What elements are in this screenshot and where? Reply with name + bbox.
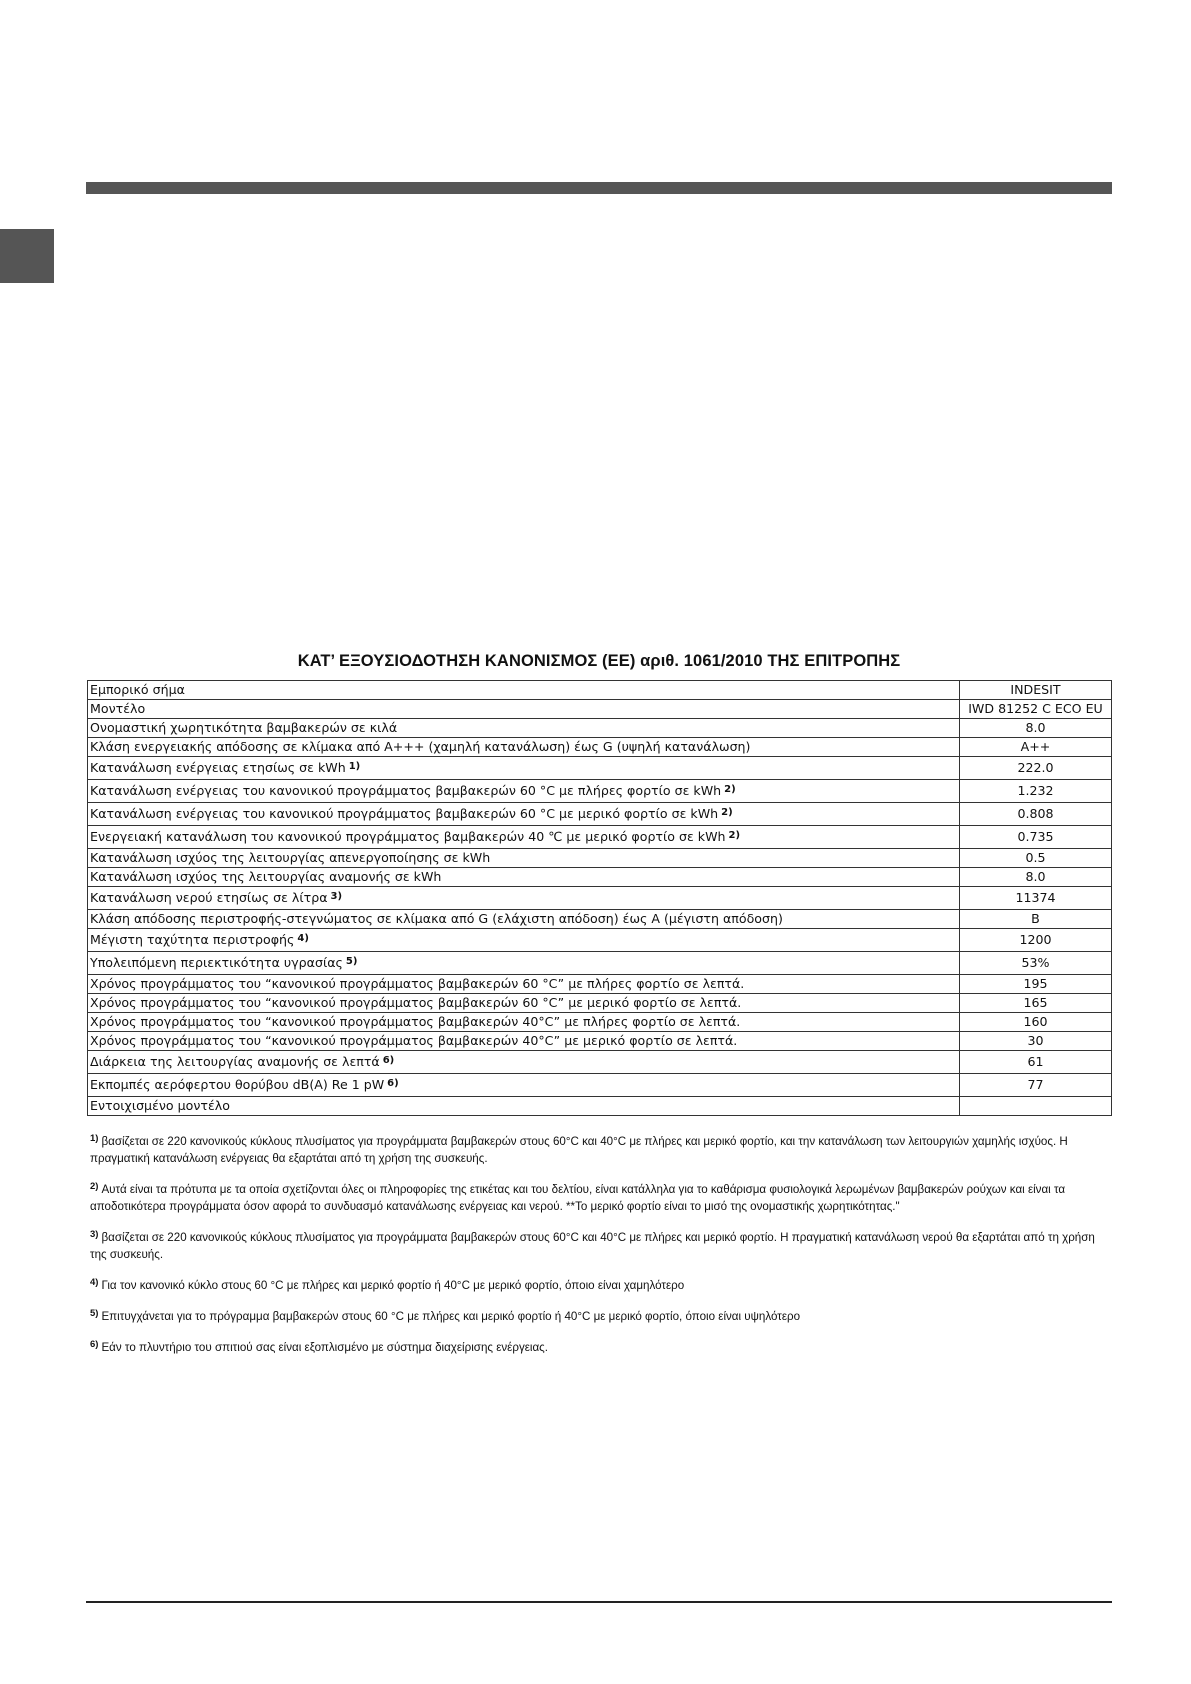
footnote-text: Για τον κανονικό κύκλο στους 60 °C με πλήρες και μερικό φορτίο ή 40°C με μερικό φορτίο, όποιο είναι χαμηλότερο bbox=[101, 1279, 685, 1292]
row-label bbox=[88, 738, 960, 757]
row-value: 1.232 bbox=[960, 780, 1112, 803]
table-row bbox=[88, 849, 1112, 868]
row-value: 0.808 bbox=[960, 803, 1112, 826]
row-label bbox=[88, 1097, 960, 1116]
row-label-text: Χρόνος προγράμματος του “κανονικού προγράμματος βαμβακερών 60 °C” με πλήρες φορτίο σε λεπτά. bbox=[90, 976, 745, 991]
table-row bbox=[88, 719, 1112, 738]
row-label-text: Κατανάλωση ισχύος της λειτουργίας απενεργοποίησης σε kWh bbox=[90, 850, 491, 865]
footnote-text: βασίζεται σε 220 κανονικούς κύκλους πλυσίματος για προγράμματα βαμβακερών στους 60°C και 40°C με πλήρες και μερικό φορτίο. Η πραγματική κατανάλωση νερού θα εξαρτάται από τη χρήση της συσκευής. bbox=[90, 1231, 1095, 1261]
table-row bbox=[88, 681, 1112, 700]
footnote-ref: 2) bbox=[728, 830, 741, 841]
footnote-ref: 5) bbox=[345, 956, 358, 967]
footnote-text: βασίζεται σε 220 κανονικούς κύκλους πλυσίματος για προγράμματα βαμβακερών στους 60°C και 40°C με πλήρες και μερικό φορτίο, και την κατανάλωση των λειτουργιών χαμηλής ισχύος. Η πραγματική κατανάλωση ενέργειας θα εξαρτάται από τη χρήση της συσκευής. bbox=[90, 1135, 1068, 1165]
footnote bbox=[90, 1277, 1110, 1294]
row-label-text: Εντοιχισμένο μοντέλο bbox=[90, 1098, 230, 1113]
table-row bbox=[88, 929, 1112, 952]
row-label-text: Υπολειπόμενη περιεκτικότητα υγρασίας bbox=[90, 955, 343, 970]
row-label-text: Χρόνος προγράμματος του “κανονικού προγράμματος βαμβακερών 40°C” με μερικό φορτίο σε λεπτά. bbox=[90, 1033, 738, 1048]
footnote-ref: 2) bbox=[721, 807, 733, 818]
row-label-text: Διάρκεια της λειτουργίας αναμονής σε λεπτά bbox=[90, 1054, 380, 1069]
row-label-text: Χρόνος προγράμματος του “κανονικού προγράμματος βαμβακερών 60 °C” με μερικό φορτίο σε λεπτά. bbox=[90, 995, 742, 1010]
row-value: 165 bbox=[960, 994, 1112, 1013]
row-label bbox=[88, 681, 960, 700]
table-row bbox=[88, 1032, 1112, 1051]
table-row bbox=[88, 1074, 1112, 1097]
row-value: 61 bbox=[960, 1051, 1112, 1074]
row-label bbox=[88, 975, 960, 994]
row-label-text: Κλάση ενεργειακής απόδοσης σε κλίμακα από A+++ (χαμηλή κατανάλωση) έως G (υψηλή κατανάλωση) bbox=[90, 739, 751, 754]
footnote-ref: 2) bbox=[724, 784, 736, 795]
table-row bbox=[88, 803, 1112, 826]
footnote-ref: 3) bbox=[330, 891, 343, 902]
row-label bbox=[88, 952, 960, 975]
table-row bbox=[88, 1097, 1112, 1116]
row-value: INDESIT bbox=[960, 681, 1112, 700]
table-row bbox=[88, 757, 1112, 780]
row-label-text: Χρόνος προγράμματος του “κανονικού προγράμματος βαμβακερών 40°C” με πλήρες φορτίο σε λεπτά. bbox=[90, 1014, 741, 1029]
footnote-number: 2) bbox=[90, 1181, 99, 1192]
footnotes bbox=[90, 1133, 1110, 1370]
row-label bbox=[88, 1013, 960, 1032]
footnote-text: Αυτά είναι τα πρότυπα με τα οποία σχετίζονται όλες οι πληροφορίες της ετικέτας και του δελτίου, είναι κατάλληλα για το καθάρισμα φυσιολογικά λερωμένων βαμβακερών ρούχων και είναι τα αποδοτικότερα προγράμματα όσον αφορά το συνδυασμό κατανάλωσης ενέργειας και νερού. **Το μερικό φορτίο είναι το μισό της ονομαστικής χωρητικότητας." bbox=[90, 1183, 1066, 1213]
table-row bbox=[88, 887, 1112, 910]
footnote-number: 4) bbox=[90, 1277, 99, 1288]
language-tab-marker bbox=[0, 229, 54, 283]
row-value: 11374 bbox=[960, 887, 1112, 910]
row-label bbox=[88, 700, 960, 719]
row-value: 8.0 bbox=[960, 868, 1112, 887]
row-value: 1200 bbox=[960, 929, 1112, 952]
row-label bbox=[88, 868, 960, 887]
row-value: 30 bbox=[960, 1032, 1112, 1051]
row-label bbox=[88, 929, 960, 952]
row-label-text: Ονομαστική χωρητικότητα βαμβακερών σε κιλά bbox=[90, 720, 398, 735]
table-row bbox=[88, 1013, 1112, 1032]
row-value: 53% bbox=[960, 952, 1112, 975]
table-row bbox=[88, 868, 1112, 887]
footer-divider-line bbox=[86, 1601, 1112, 1603]
row-value: 0.5 bbox=[960, 849, 1112, 868]
table-row bbox=[88, 700, 1112, 719]
table-row bbox=[88, 994, 1112, 1013]
row-label bbox=[88, 849, 960, 868]
row-label bbox=[88, 887, 960, 910]
row-label-text: Κατανάλωση ενέργειας του κανονικού προγράμματος βαμβακερών 60 °C με πλήρες φορτίο σε kWh bbox=[90, 783, 722, 798]
footnote-ref: 6) bbox=[387, 1078, 399, 1089]
footnote-text: Επιτυγχάνεται για το πρόγραμμα βαμβακερών στους 60 °C με πλήρες και μερικό φορτίο ή 40°C με μερικό φορτίο, όποιο είναι υψηλότερο bbox=[101, 1310, 801, 1323]
table-row bbox=[88, 1051, 1112, 1074]
row-label bbox=[88, 1074, 960, 1097]
footnote bbox=[90, 1229, 1110, 1263]
table-row bbox=[88, 826, 1112, 849]
row-value: 222.0 bbox=[960, 757, 1112, 780]
row-label bbox=[88, 994, 960, 1013]
table-row bbox=[88, 952, 1112, 975]
row-label-text: Εμπορικό σήμα bbox=[90, 682, 185, 697]
row-value: 77 bbox=[960, 1074, 1112, 1097]
row-value: 8.0 bbox=[960, 719, 1112, 738]
row-label bbox=[88, 1032, 960, 1051]
footnote bbox=[90, 1308, 1110, 1325]
footnote-ref: 6) bbox=[382, 1055, 395, 1066]
product-fiche-table bbox=[87, 680, 1112, 1116]
row-label-text: Κατανάλωση ισχύος της λειτουργίας αναμονής σε kWh bbox=[90, 869, 442, 884]
row-value: B bbox=[960, 910, 1112, 929]
row-value: 160 bbox=[960, 1013, 1112, 1032]
row-label bbox=[88, 757, 960, 780]
row-label-text: Κλάση απόδοσης περιστροφής-στεγνώματος σε κλίμακα από G (ελάχιστη απόδοση) έως A (μέγιστη απόδοση) bbox=[90, 911, 783, 926]
footnote-text: Εάν το πλυντήριο του σπιτιού σας είναι εξοπλισμένο με σύστημα διαχείρισης ενέργειας. bbox=[101, 1341, 548, 1354]
footnote-number: 5) bbox=[90, 1308, 99, 1319]
footnote bbox=[90, 1133, 1110, 1167]
footnote-ref: 1) bbox=[348, 761, 361, 772]
row-label-text: Ενεργειακή κατανάλωση του κανονικού προγράμματος βαμβακερών 40 ℃ με μερικό φορτίο σε kWh bbox=[90, 829, 726, 844]
row-value: IWD 81252 C ECO EU bbox=[960, 700, 1112, 719]
table-row bbox=[88, 975, 1112, 994]
footnote-number: 1) bbox=[90, 1133, 99, 1144]
row-label bbox=[88, 803, 960, 826]
row-value: 0.735 bbox=[960, 826, 1112, 849]
row-label-text: Κατανάλωση ενέργειας ετησίως σε kWh bbox=[90, 760, 346, 775]
row-label-text: Μοντέλο bbox=[90, 701, 146, 716]
footnote-number: 3) bbox=[90, 1229, 99, 1240]
footnote-ref: 4) bbox=[297, 933, 309, 944]
row-label bbox=[88, 826, 960, 849]
product-fiche-table-body bbox=[88, 681, 1112, 1116]
row-value bbox=[960, 1097, 1112, 1116]
row-label bbox=[88, 1051, 960, 1074]
row-label bbox=[88, 910, 960, 929]
row-label-text: Κατανάλωση ενέργειας του κανονικού προγράμματος βαμβακερών 60 °C με μερικό φορτίο σε kWh bbox=[90, 806, 719, 821]
row-label-text: Εκπομπές αερόφερτου θορύβου dB(A) Re 1 pW bbox=[90, 1077, 385, 1092]
page-title: ΚΑΤ’ ΕΞΟΥΣΙΟΔΟΤΗΣΗ ΚΑΝΟΝΙΣΜΟΣ (ΕΕ) αριθ. 1061/2010 ΤΗΣ ΕΠΙΤΡΟΠΗΣ bbox=[297, 652, 901, 670]
table-row bbox=[88, 910, 1112, 929]
header-divider-bar bbox=[86, 182, 1112, 194]
table-row bbox=[88, 738, 1112, 757]
row-value: A++ bbox=[960, 738, 1112, 757]
row-value: 195 bbox=[960, 975, 1112, 994]
row-label-text: Μέγιστη ταχύτητα περιστροφής bbox=[90, 932, 295, 947]
row-label bbox=[88, 719, 960, 738]
table-row bbox=[88, 780, 1112, 803]
row-label-text: Κατανάλωση νερού ετησίως σε λίτρα bbox=[90, 890, 328, 905]
row-label bbox=[88, 780, 960, 803]
footnote bbox=[90, 1181, 1110, 1215]
footnote bbox=[90, 1339, 1110, 1356]
footnote-number: 6) bbox=[90, 1339, 99, 1350]
